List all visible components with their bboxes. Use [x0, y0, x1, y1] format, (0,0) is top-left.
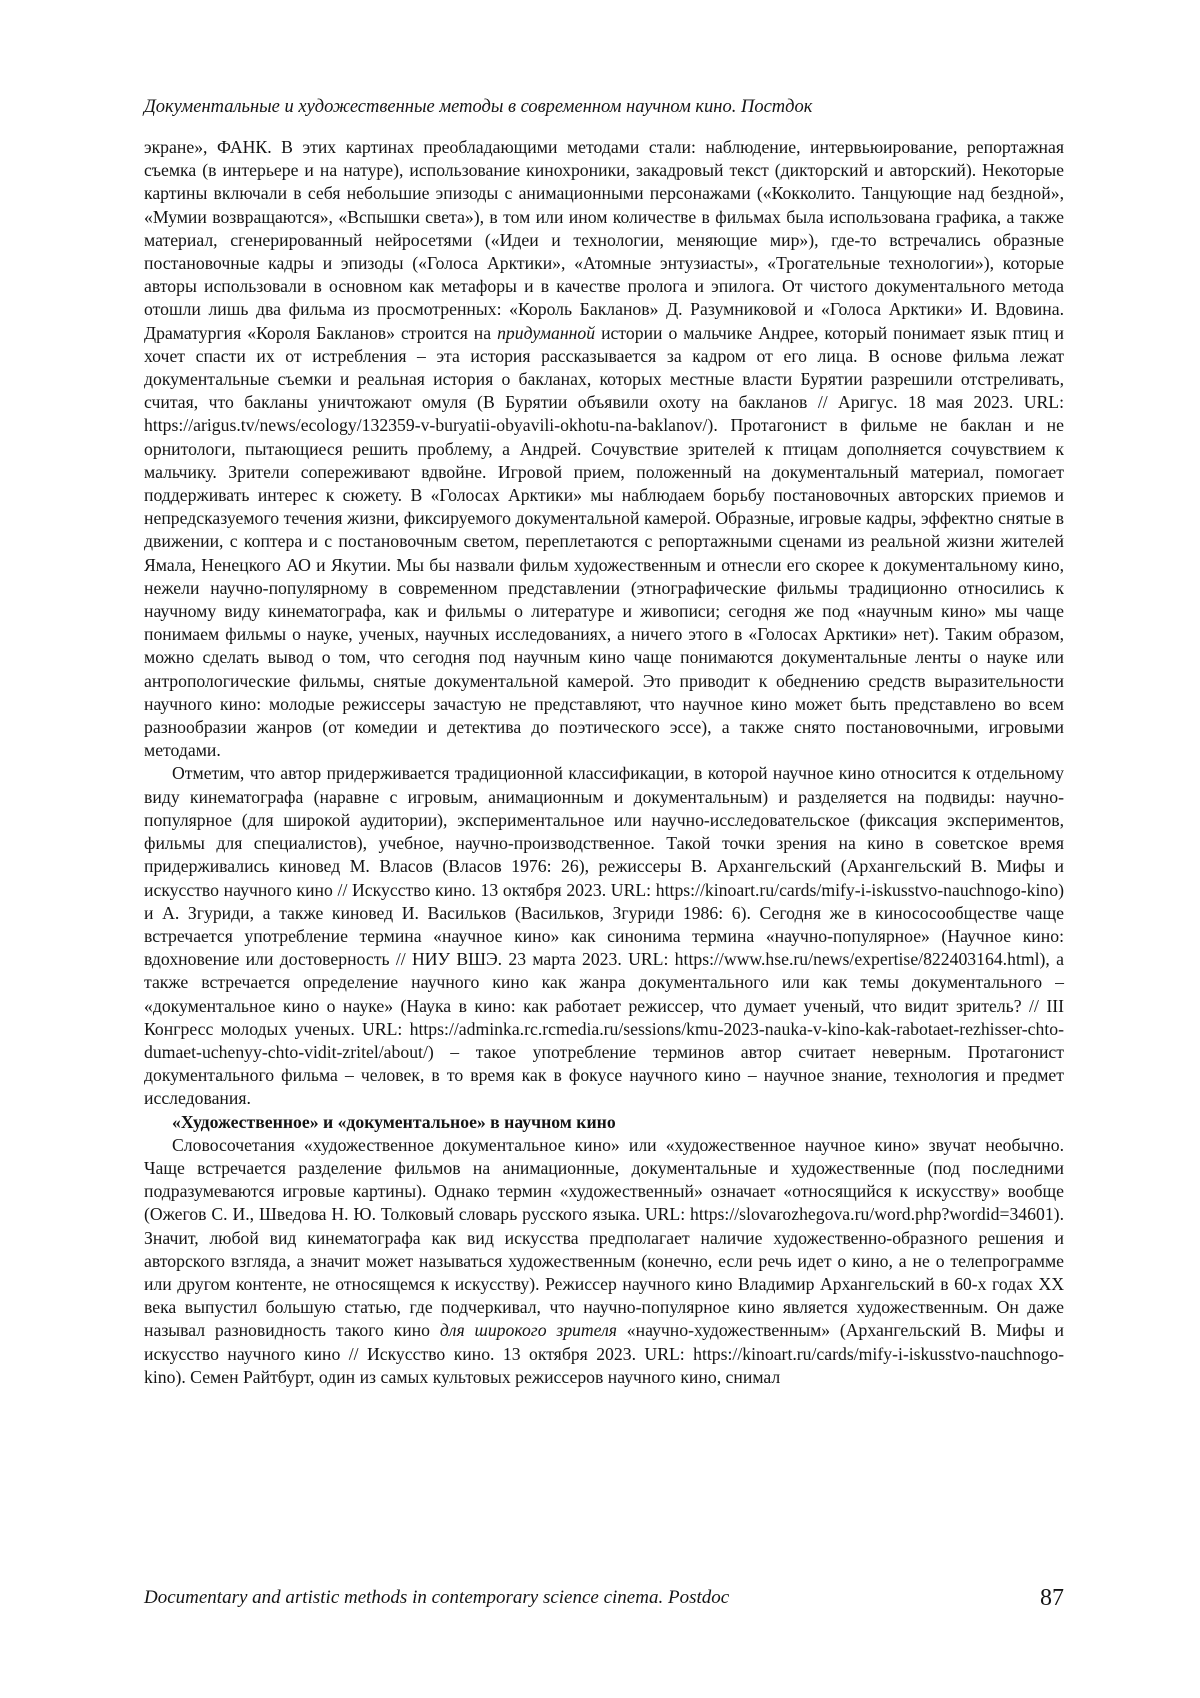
- article-body: [144, 136, 1064, 1389]
- running-header: Документальные и художественные методы в современном научном кино. Постдок: [144, 97, 813, 117]
- paragraph-1: [144, 136, 1064, 762]
- footer-english-title: Documentary and artistic methods in contemporary science cinema. Postdoc: [144, 1587, 730, 1608]
- paragraph-2: Отметим, что автор придерживается традиционной классификации, в которой научное кино относится к отдельному виду кинематографа (наравне с игровым, анимационным и документальным) и разделяется на подвиды: научно-популярное (для широкой аудитории), экспериментальное или научно-исследовательское (фиксация экспериментов, фильмы для специалистов), учебное, научно-производственное. Такой точки зрения на кино в советское время придерживались киновед М. Власов (Власов 1976: 26), режиссеры В. Архангельский (Архангельский В. Мифы и искусство научного кино // Искусство кино. 13 октября 2023. URL: https://kinoart.ru/cards/mify-i-iskusstvo-nauchnogo-kino) и А. Згуриди, а также киновед И. Васильков (Васильков, Згуриди 1986: 6). Сегодня же в кинососообществе чаще встречается употребление термина «научное кино» как синонима термина «научно-популярное» (Научное кино: вдохновение или достоверность // НИУ ВШЭ. 23 марта 2023. URL: https://www.hse.ru/news/expertise/822403164.html), а также встречается определение научного кино как жанра документального или как темы документального – «документальное кино о науке» (Наука в кино: как работает режиссер, что думает ученый, что видит зритель? // III Конгресс молодых ученых. URL: https://adminka.rc.rcmedia.ru/sessions/kmu-2023-nauka-v-kino-kak-rabotaet-rezhisser-chto-dumaet-uchenyy-chto-vidit-zritel/about/) – такое употребление терминов автор считает неверным. Протагонист документального фильма – человек, в то время как в фокусе научного кино – научное знание, технология и предмет исследования.: [144, 763, 1064, 1109]
- paragraph-3-tail: «научно-художественным» (Архангельский В. Мифы и искусство научного кино // Искусство кино. 13 октября 2023. URL: https://kinoart.ru/cards/mify-i-iskusstvo-nauchnogo-kino). Семен Райтбурт, один из самых культовых режиссеров научного кино, снимал: [144, 1320, 1065, 1387]
- paragraph-1-text: экране», ФАНК. В этих картинах преобладающими методами стали: наблюдение, интервьюирование, репортажная съемка (в интерьере и на натуре), использование кинохроники, закадровый текст (дикторский и авторский). Некоторые картины включали в себя небольшие эпизоды с анимационными персонажами («Кокколито. Танцующие над бездной», «Мумии возвращаются», «Вспышки света»), в том или ином количестве в фильмах была использована графика, а также материал, сгенерированный нейросетями («Идеи и технологии, меняющие мир»), где-то встречались образные постановочные кадры и эпизоды («Голоса Арктики», «Атомные энтузиасты», «Трогательные технологии»), которые авторы использовали в основном как метафоры и в качестве пролога и эпилога. От чистого документального метода отошли лишь два фильма из просмотренных: «Король Бакланов» Д. Разумниковой и «Голоса Арктики» И. Вдовина. Драматургия «Короля Бакланов» строится на: [144, 137, 1064, 343]
- paragraph-1-emphasis: придуманной: [497, 322, 596, 343]
- paragraph-1-tail: истории о мальчике Андрее, который понимает язык птиц и хочет спасти их от истребления – эта история рассказывается за кадром от его лица. В основе фильма лежат документальные съемки и реальная история о бакланах, которых местные власти Бурятии разрешили отстреливать, считая, что бакланы уничтожают омуля (В Бурятии объявили охоту на бакланов // Аригус. 18 мая 2023. URL: https://arigus.tv/news/ecology/132359-v-buryatii-obyavili-okhotu-na-baklanov/). Протагонист в фильме не баклан и не орнитологи, пытающиеся решить проблему, а Андрей. Сочувствие зрителей к птицам дополняется сочувствием к мальчику. Зрители сопереживают вдвойне. Игровой прием, положенный на документальный материал, помогает поддерживать интерес к сюжету. В «Голосах Арктики» мы наблюдаем борьбу постановочных авторских приемов и непредсказуемого течения жизни, фиксируемого документальной камерой. Образные, игровые кадры, эффектно снятые в движении, с коптера и с постановочным светом, переплетаются с репортажными сценами из реальной жизни жителей Ямала, Ненецкого АО и Якутии. Мы бы назвали фильм художественным и отнесли его скорее к документальному кино, нежели научно-популярному в современном представлении (этнографические фильмы традиционно относились к научному виду кинематографа, как и фильмы о литературе и живописи; сегодня же под «научным кино» мы чаще понимаем фильмы о науке, ученых, научных исследованиях, а ничего этого в «Голосах Арктики» нет). Таким образом, можно сделать вывод о том, что сегодня под научным кино чаще понимаются документальные ленты о науке или антропологические фильмы, снятые документальной камерой. Это приводит к обеднению средств выразительности научного кино: молодые режиссеры зачастую не представляют, что научное кино может быть представлено во всем разнообразии жанров (от комедии и детектива до поэтического эссе), а также снято постановочными, игровыми методами.: [144, 322, 1064, 761]
- page-footer: [144, 1585, 1064, 1615]
- paragraph-3-text: Словосочетания «художественное документальное кино» или «художественное научное кино» звучат необычно. Чаще встречается разделение фильмов на анимационные, документальные и художественные (под последними подразумеваются игровые картины). Однако термин «художественный» означает «относящийся к искусству» вообще (Ожегов С. И., Шведова Н. Ю. Толковый словарь русского языка. URL: https://slovarozhegova.ru/word.php?wordid=34601). Значит, любой вид кинематографа как вид искусства предполагает наличие художественно-образного решения и авторского взгляда, а значит может называться художественным (конечно, если речь идет о кино, а не о телепрограмме или другом контенте, не относящемся к искусству). Режиссер научного кино Владимир Архангельский в 60-х годах XX века выпустил большую статью, где подчеркивал, что научно-популярное кино является художественным. Он даже называл разновидность такого кино: [144, 1134, 1064, 1341]
- page-number: 87: [1040, 1585, 1064, 1611]
- section-heading: «Художественное» и «документальное» в научном кино: [172, 1111, 616, 1132]
- paragraph-3-emphasis: для широкого зрителя: [439, 1320, 618, 1341]
- paragraph-3: [144, 1134, 1064, 1389]
